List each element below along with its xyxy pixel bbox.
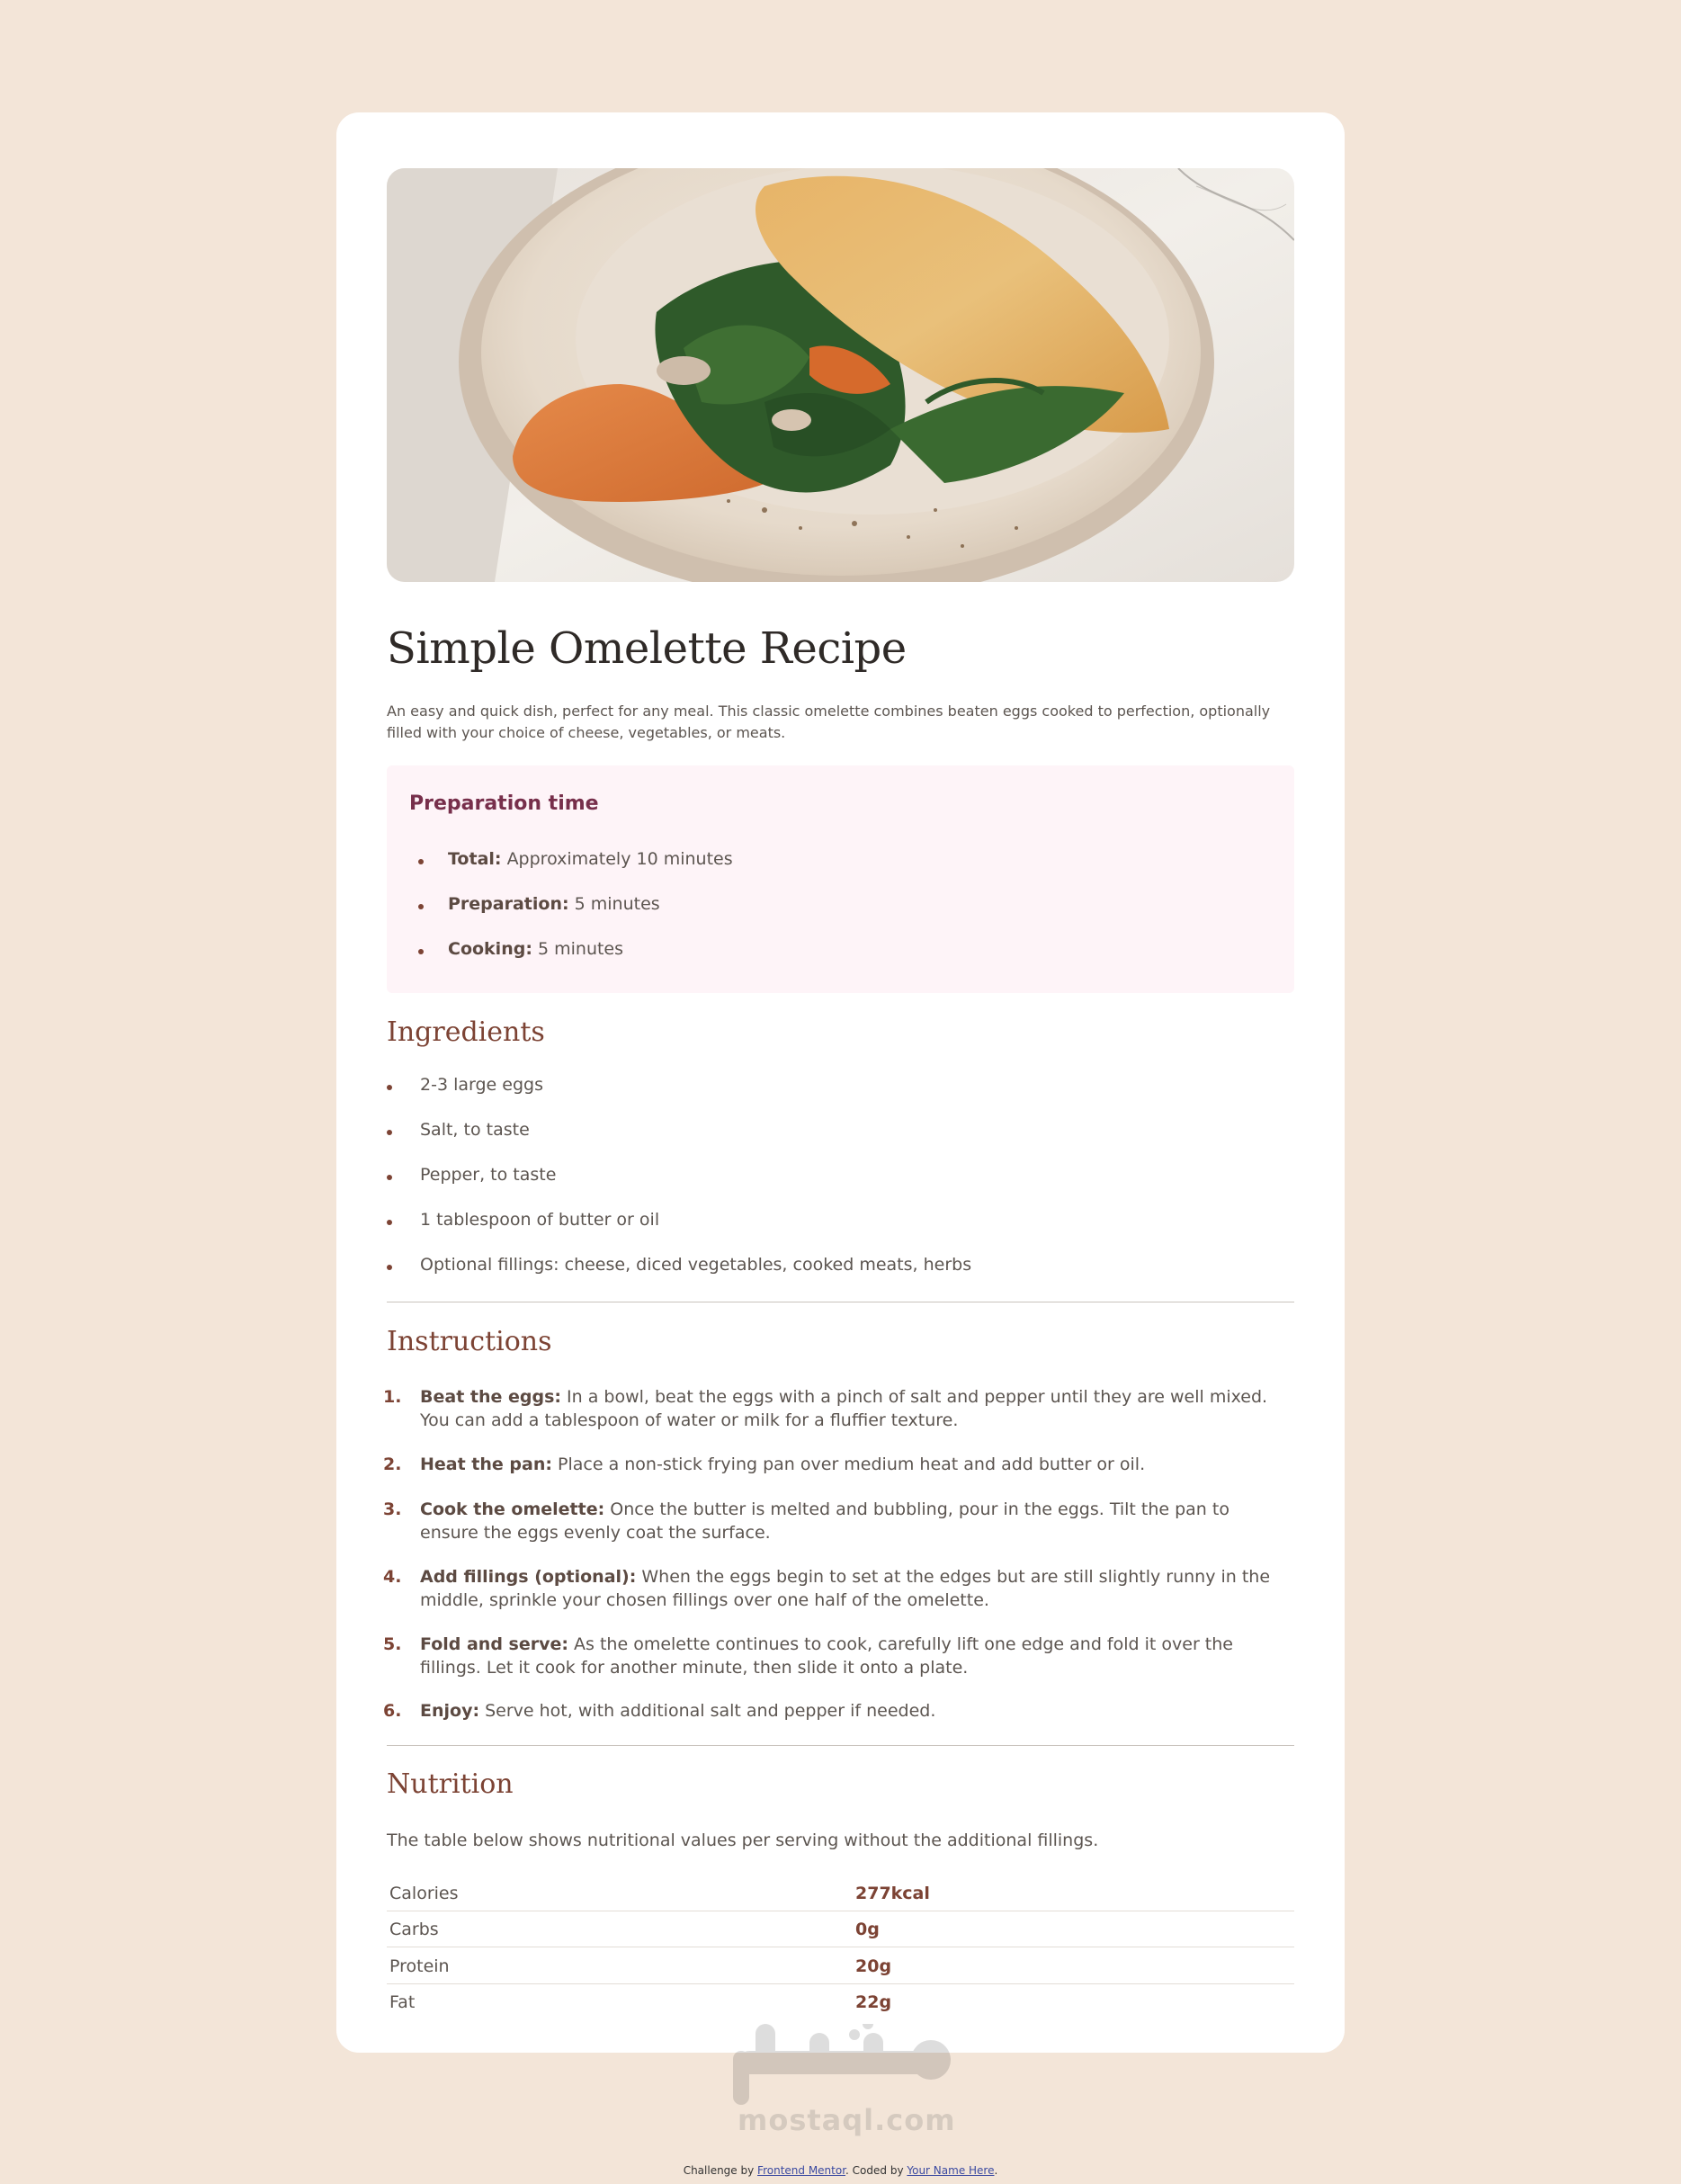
prep-item-label: Preparation: [448,894,569,914]
bullet-icon [387,1220,392,1225]
attribution-footer [0,2164,1681,2177]
ingredient-item: Pepper, to taste [420,1165,557,1185]
bullet-icon [387,1085,392,1090]
nutrition-heading: Nutrition [387,1768,514,1800]
nutrient-value: 22g [855,1992,892,2012]
step-number: 2. [383,1455,402,1474]
instruction-step [383,1385,1294,1432]
prep-item [448,936,623,962]
footer-suffix: . [994,2164,998,2177]
step-label: Cook the omelette: [420,1499,605,1519]
recipe-card [336,112,1345,2053]
page-title: Simple Omelette Recipe [387,623,907,674]
bullet-icon [387,1175,392,1180]
instructions-heading: Instructions [387,1326,552,1357]
omelette-image [387,168,1294,582]
bullet-icon [418,859,424,864]
section-divider [387,1745,1294,1746]
step-label: Enjoy: [420,1701,480,1721]
prep-item [448,846,733,872]
preparation-time-heading: Preparation time [409,792,599,815]
ingredient-item: Salt, to taste [420,1120,530,1140]
step-text [420,1453,1283,1476]
step-number: 3. [383,1499,402,1519]
nutrition-row [387,1917,1294,1953]
step-description: As the omelette continues to cook, carefully lift one edge and fold it over the fillings. Let it cook for another minute, then slide it onto a plate. [420,1634,1233,1678]
bullet-icon [418,949,424,954]
step-description: When the eggs begin to set at the edges but are still slightly runny in the middle, sprinkle your chosen fillings over one half of the omelette. [420,1567,1271,1610]
footer-middle: . Coded by [845,2164,904,2177]
prep-item-value: 5 minutes [537,939,624,959]
step-number: 4. [383,1567,402,1587]
nutrient-name: Protein [389,1956,450,1976]
nutrient-name: Fat [389,1992,416,2012]
ingredient-item: 2-3 large eggs [420,1075,543,1095]
nutrient-name: Carbs [389,1920,439,1939]
step-description: In a bowl, beat the eggs with a pinch of salt and pepper until they are well mixed. You can add a tablespoon of water or milk for a fluffier texture. [420,1387,1268,1430]
step-text [420,1385,1283,1432]
step-text [420,1498,1283,1544]
step-number: 6. [383,1701,402,1721]
prep-item-label: Cooking: [448,939,532,959]
step-label: Fold and serve: [420,1634,568,1654]
ingredient-item: Optional fillings: cheese, diced vegetables, cooked meats, herbs [420,1255,972,1275]
recipe-intro: An easy and quick dish, perfect for any meal. This classic omelette combines beaten eggs cooked to perfection, optionally filled with your choice of cheese, vegetables, or meats. [387,703,1271,741]
nutrient-value: 277kcal [855,1884,930,1903]
instruction-step [383,1498,1294,1544]
nutrient-name: Calories [389,1884,459,1903]
preparation-time-box [387,765,1294,993]
nutrition-description: The table below shows nutritional values per serving without the additional fillings. [387,1830,1099,1850]
step-description: Serve hot, with additional salt and pepper if needed. [485,1701,936,1721]
prep-item-value: Approximately 10 minutes [506,849,733,869]
nutrition-row [387,1990,1294,2026]
bullet-icon [387,1130,392,1135]
step-number: 1. [383,1387,402,1407]
nutrition-row [387,1954,1294,1990]
prep-item-label: Total: [448,849,502,869]
instruction-step [383,1633,1294,1679]
author-link[interactable]: Your Name Here [907,2164,995,2177]
prep-item-value: 5 minutes [574,894,660,914]
nutrient-value: 20g [855,1956,892,1976]
step-label: Heat the pan: [420,1455,552,1474]
step-text [420,1565,1283,1612]
instruction-step [383,1699,1294,1723]
step-text [420,1699,1283,1723]
ingredient-item: 1 tablespoon of butter or oil [420,1210,660,1230]
mostaql-watermark-text: mostaql.com [738,2103,956,2137]
ingredients-heading: Ingredients [387,1016,545,1048]
nutrient-value: 0g [855,1920,880,1939]
instruction-step [383,1453,1294,1476]
step-text [420,1633,1283,1679]
step-label: Beat the eggs: [420,1387,561,1407]
step-label: Add fillings (optional): [420,1567,637,1587]
frontend-mentor-link[interactable]: Frontend Mentor [757,2164,846,2177]
instruction-step [383,1565,1294,1612]
bullet-icon [387,1265,392,1270]
prep-item [448,891,660,917]
step-description: Once the butter is melted and bubbling, pour in the eggs. Tilt the pan to ensure the eggs evenly coat the surface. [420,1499,1229,1543]
nutrition-row [387,1881,1294,1917]
step-description: Place a non-stick frying pan over medium heat and add butter or oil. [558,1455,1146,1474]
step-number: 5. [383,1634,402,1654]
row-divider [387,1983,1294,1984]
bullet-icon [418,904,424,909]
footer-prefix: Challenge by [683,2164,755,2177]
